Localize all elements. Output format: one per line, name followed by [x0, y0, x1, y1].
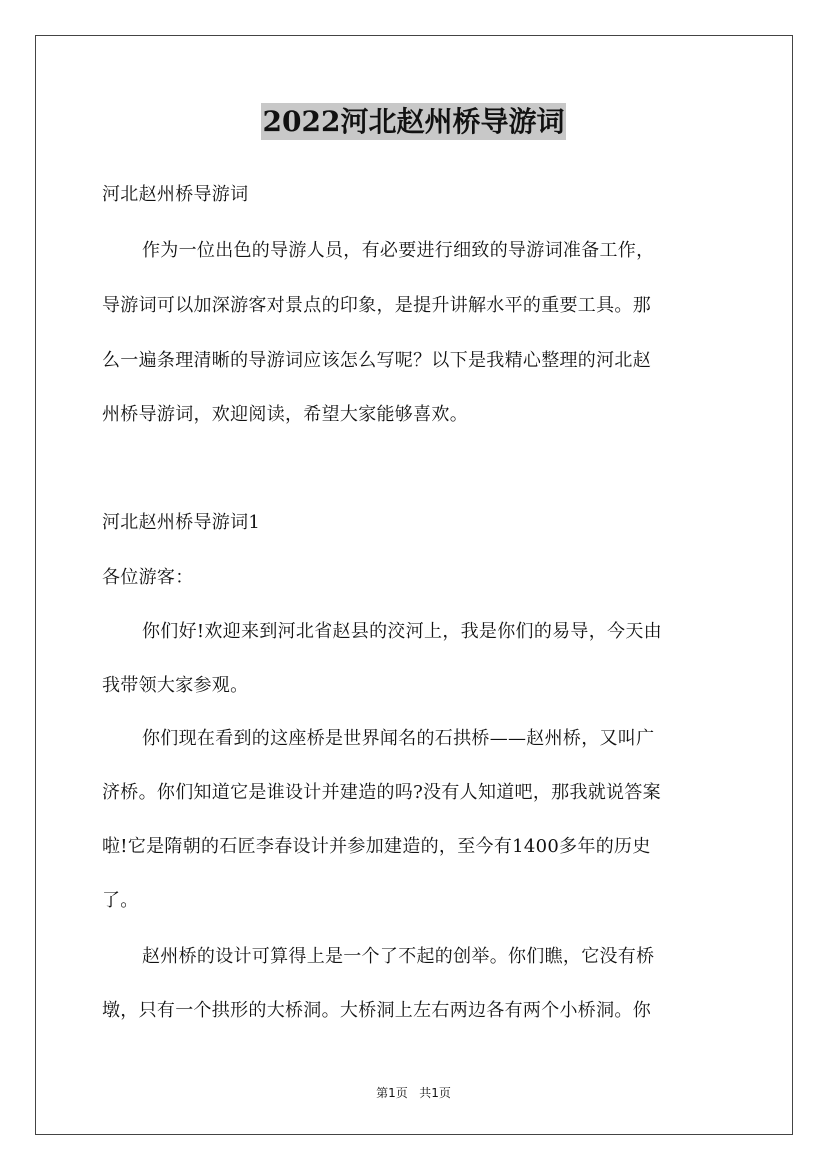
paragraph-line: 济桥。你们知道它是谁设计并建造的吗?没有人知道吧，那我就说答案 [102, 782, 661, 803]
greeting-line: 各位游客： [102, 567, 194, 588]
paragraph-line: 了。 [102, 890, 139, 911]
paragraph-line: 啦!它是隋朝的石匠李春设计并参加建造的，至今有1400多年的历史 [102, 836, 651, 857]
paragraph-line: 你们好!欢迎来到河北省赵县的洨河上，我是你们的易导，今天由 [142, 621, 662, 642]
page-number: 第1页 [376, 1086, 408, 1100]
paragraph-line: 作为一位出色的导游人员，有必要进行细致的导游词准备工作， [142, 240, 655, 261]
intro-heading: 河北赵州桥导游词 [102, 184, 249, 205]
paragraph-line: 州桥导游词，欢迎阅读，希望大家能够喜欢。 [102, 404, 468, 425]
paragraph-line: 我带领大家参观。 [102, 675, 249, 696]
paragraph-line: 墩，只有一个拱形的大桥洞。大桥洞上左右两边各有两个小桥洞。你 [102, 1000, 651, 1021]
paragraph-line: 么一遍条理清晰的导游词应该怎么写呢？以下是我精心整理的河北赵 [102, 350, 651, 371]
section-heading: 河北赵州桥导游词1 [102, 512, 261, 533]
paragraph-line: 导游词可以加深游客对景点的印象，是提升讲解水平的重要工具。那 [102, 295, 651, 316]
page-total: 共1页 [419, 1086, 451, 1100]
document-title-wrap [0, 100, 827, 140]
page-footer [0, 1084, 827, 1101]
paragraph-line: 你们现在看到的这座桥是世界闻名的石拱桥——赵州桥，又叫广 [142, 728, 655, 749]
document-title: 2022河北赵州桥导游词 [262, 105, 565, 138]
paragraph-line: 赵州桥的设计可算得上是一个了不起的创举。你们瞧，它没有桥 [142, 946, 655, 967]
